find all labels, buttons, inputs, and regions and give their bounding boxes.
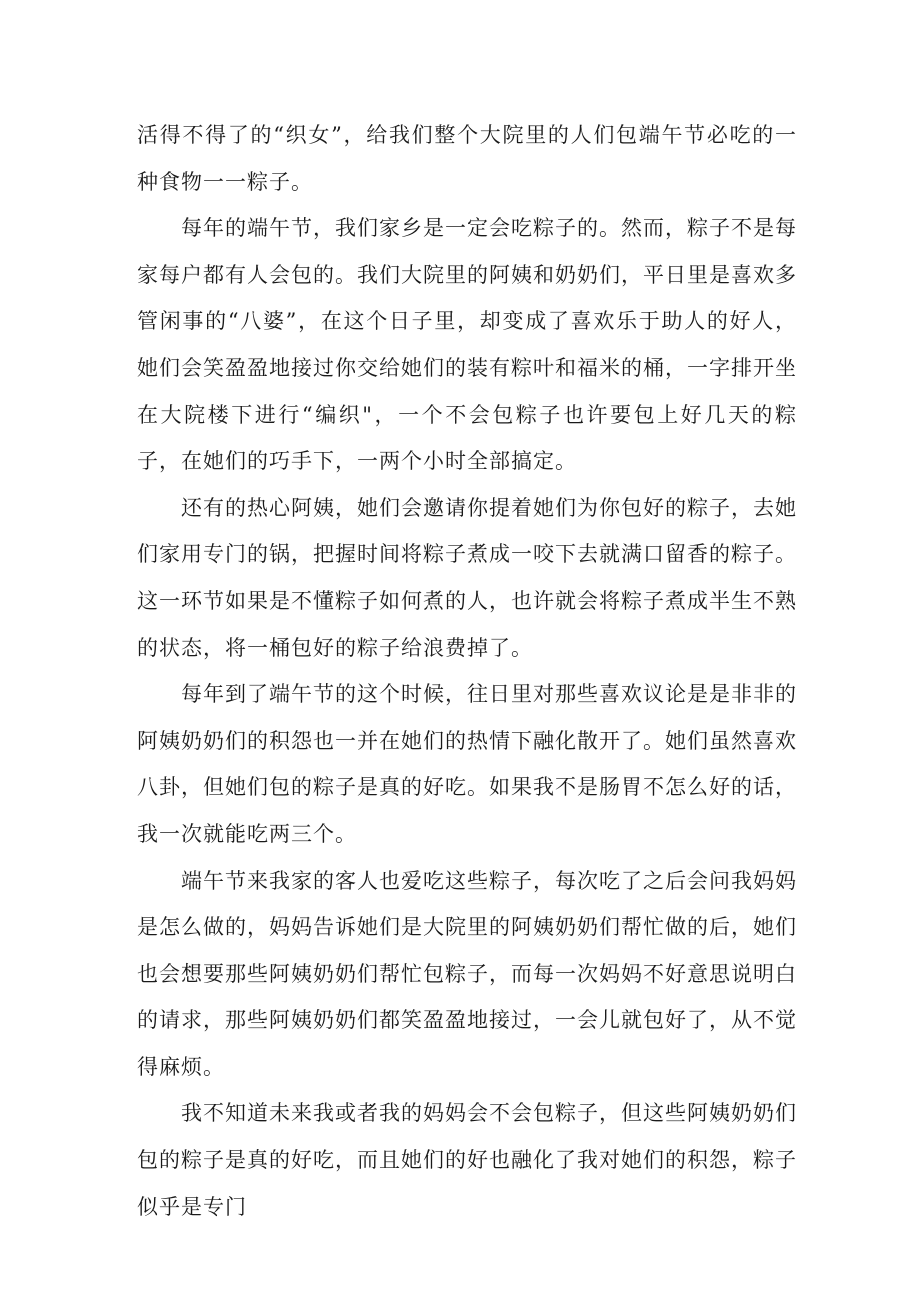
paragraph: 每年的端午节，我们家乡是一定会吃粽子的。然而，粽子不是每家每户都有人会包的。我们大院里的阿姨和奶奶们，平日里是喜欢多管闲事的“八婆”，在这个日子里，却变成了喜欢乐于助人的好人，她们会笑盈盈地接过你交给她们的装有粽叶和福米的桶，一字排开坐在大院楼下进行“编织"，一个不会包粽子也许要包上好几天的粽子，在她们的巧手下，一两个小时全部搞定。 — [137, 216, 797, 474]
paragraph-continuation: 活得不得了的“织女”，给我们整个大院里的人们包端午节必吃的一种食物一一粽子。 — [137, 123, 797, 194]
paragraph: 还有的热心阿姨，她们会邀请你提着她们为你包好的粽子，去她们家用专门的锅，把握时间将粽子煮成一咬下去就满口留香的粽子。这一环节如果是不懂粽子如何煮的人，也许就会将粽子煮成半生不熟的状态，将一桶包好的粽子给浪费掉了。 — [137, 495, 797, 660]
paragraph: 我不知道未来我或者我的妈妈会不会包粽子，但这些阿姨奶奶们包的粽子是真的好吃，而且她们的好也融化了我对她们的积怨，粽子似乎是专门 — [137, 1101, 797, 1219]
paragraph: 端午节来我家的客人也爱吃这些粽子，每次吃了之后会问我妈妈是怎么做的，妈妈告诉她们是大院里的阿姨奶奶们帮忙做的后，她们也会想要那些阿姨奶奶们帮忙包粽子，而每一次妈妈不好意思说明白的请求，那些阿姨奶奶们都笑盈盈地接过，一会儿就包好了，从不觉得麻烦。 — [137, 868, 797, 1079]
article-body — [137, 112, 797, 1230]
paragraph: 每年到了端午节的这个时候，往日里对那些喜欢议论是是非非的阿姨奶奶们的积怨也一并在她们的热情下融化散开了。她们虽然喜欢八卦，但她们包的粽子是真的好吃。如果我不是肠胃不怎么好的话，我一次就能吃两三个。 — [137, 682, 797, 846]
